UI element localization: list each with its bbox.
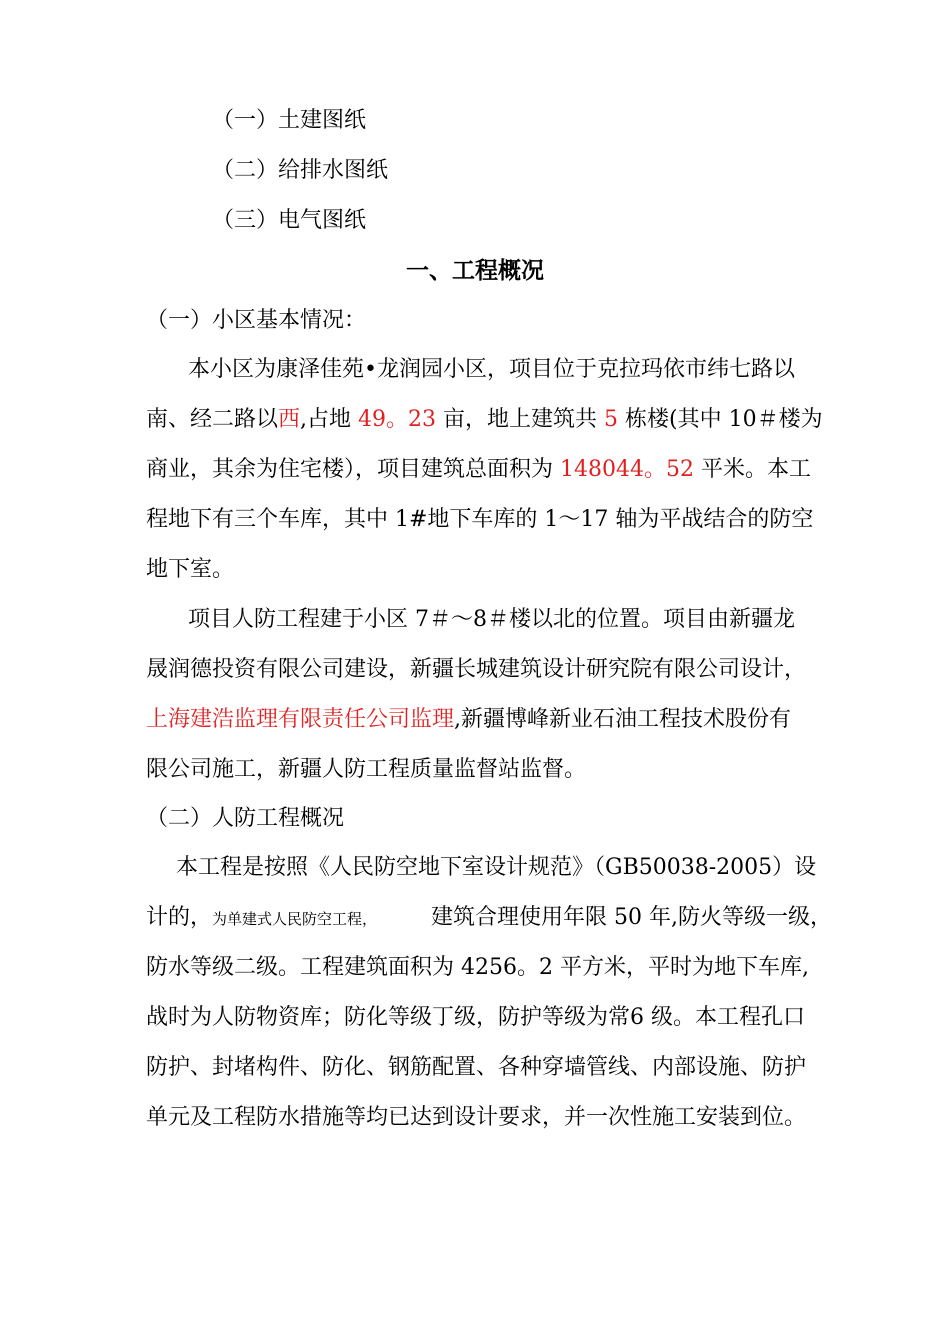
- line-text: 项目人防工程建于小区 7＃～8＃楼以北的位置。项目由新疆龙: [188, 607, 795, 632]
- line-text: 防水等级二级。工程建筑面积为 4256。2 平方米，平时为地下车库,: [146, 955, 809, 980]
- line-text: 建筑合理使用年限 50 年,防火等级一级，: [431, 905, 833, 930]
- line-text: 平米。本工: [693, 457, 811, 482]
- paragraph-line: [146, 705, 791, 735]
- line-text: 晟润德投资有限公司建设，新疆长城建筑设计研究院有限公司设计，: [146, 657, 807, 682]
- paragraph-line: [146, 1103, 806, 1133]
- line-text: 南、经二路以: [146, 407, 279, 432]
- paragraph-line: [146, 903, 832, 934]
- total-area-value: 148044。52: [560, 457, 694, 482]
- toc-item-electrical: （三）电气图纸: [212, 208, 367, 233]
- line-text: 栋楼(其中 10＃楼为: [618, 407, 823, 432]
- line-text: 亩，地上建筑共: [436, 407, 605, 432]
- section-title: 一、工程概况: [406, 258, 544, 284]
- line-text: 限公司施工，新疆人防工程质量监督站监督。: [146, 757, 587, 782]
- paragraph-line: [176, 853, 816, 883]
- paragraph-line: [146, 455, 811, 485]
- line-text: ,新疆博峰新业石油工程技术股份有: [454, 707, 792, 732]
- toc-item-plumbing: （二）给排水图纸: [212, 158, 389, 183]
- supervisor-company: 上海建浩监理有限责任公司监理: [146, 707, 455, 732]
- toc-item-civil: （一）土建图纸: [212, 108, 367, 133]
- paragraph-line: [146, 655, 806, 685]
- subsection-title-basic: （一）小区基本情况：: [146, 308, 367, 333]
- paragraph-line: [146, 1003, 805, 1033]
- highlight-text: 西: [278, 407, 301, 432]
- paragraph-line: [146, 505, 813, 535]
- paragraph-line: [146, 953, 809, 983]
- paragraph-line: [146, 755, 586, 785]
- land-area-value: 49。23: [358, 407, 437, 432]
- line-text: 计的，: [146, 905, 213, 930]
- line-text: 地下室。: [146, 557, 235, 582]
- line-text: ,占地: [300, 407, 359, 432]
- building-count-value: 5: [604, 407, 619, 432]
- line-text: 程地下有三个车库，其中 1#地下车库的 1～17 轴为平战结合的防空: [146, 507, 814, 532]
- line-text: 商业，其余为住宅楼），项目建筑总面积为: [146, 457, 560, 482]
- paragraph-line: [146, 555, 234, 585]
- small-note-text: 为单建式人民防空工程，: [212, 910, 378, 928]
- paragraph-line: [188, 355, 795, 385]
- subsection-title-civil-defense: （二）人防工程概况: [146, 806, 345, 831]
- paragraph-line: [146, 1053, 806, 1083]
- line-text: 本小区为康泽佳苑•龙润园小区，项目位于克拉玛依市纬七路以: [188, 357, 795, 382]
- paragraph-line: [188, 605, 795, 635]
- line-text: 防护、封堵构件、防化、钢筋配置、各种穿墙管线、内部设施、防护: [146, 1055, 807, 1080]
- line-text: 战时为人防物资库；防化等级丁级，防护等级为常6 级。本工程孔口: [146, 1005, 805, 1030]
- line-text: 单元及工程防水措施等均已达到设计要求，并一次性施工安装到位。: [146, 1105, 807, 1130]
- line-text: 本工程是按照《人民防空地下室设计规范》（GB50038-2005）设: [176, 855, 817, 880]
- paragraph-line: [146, 405, 823, 435]
